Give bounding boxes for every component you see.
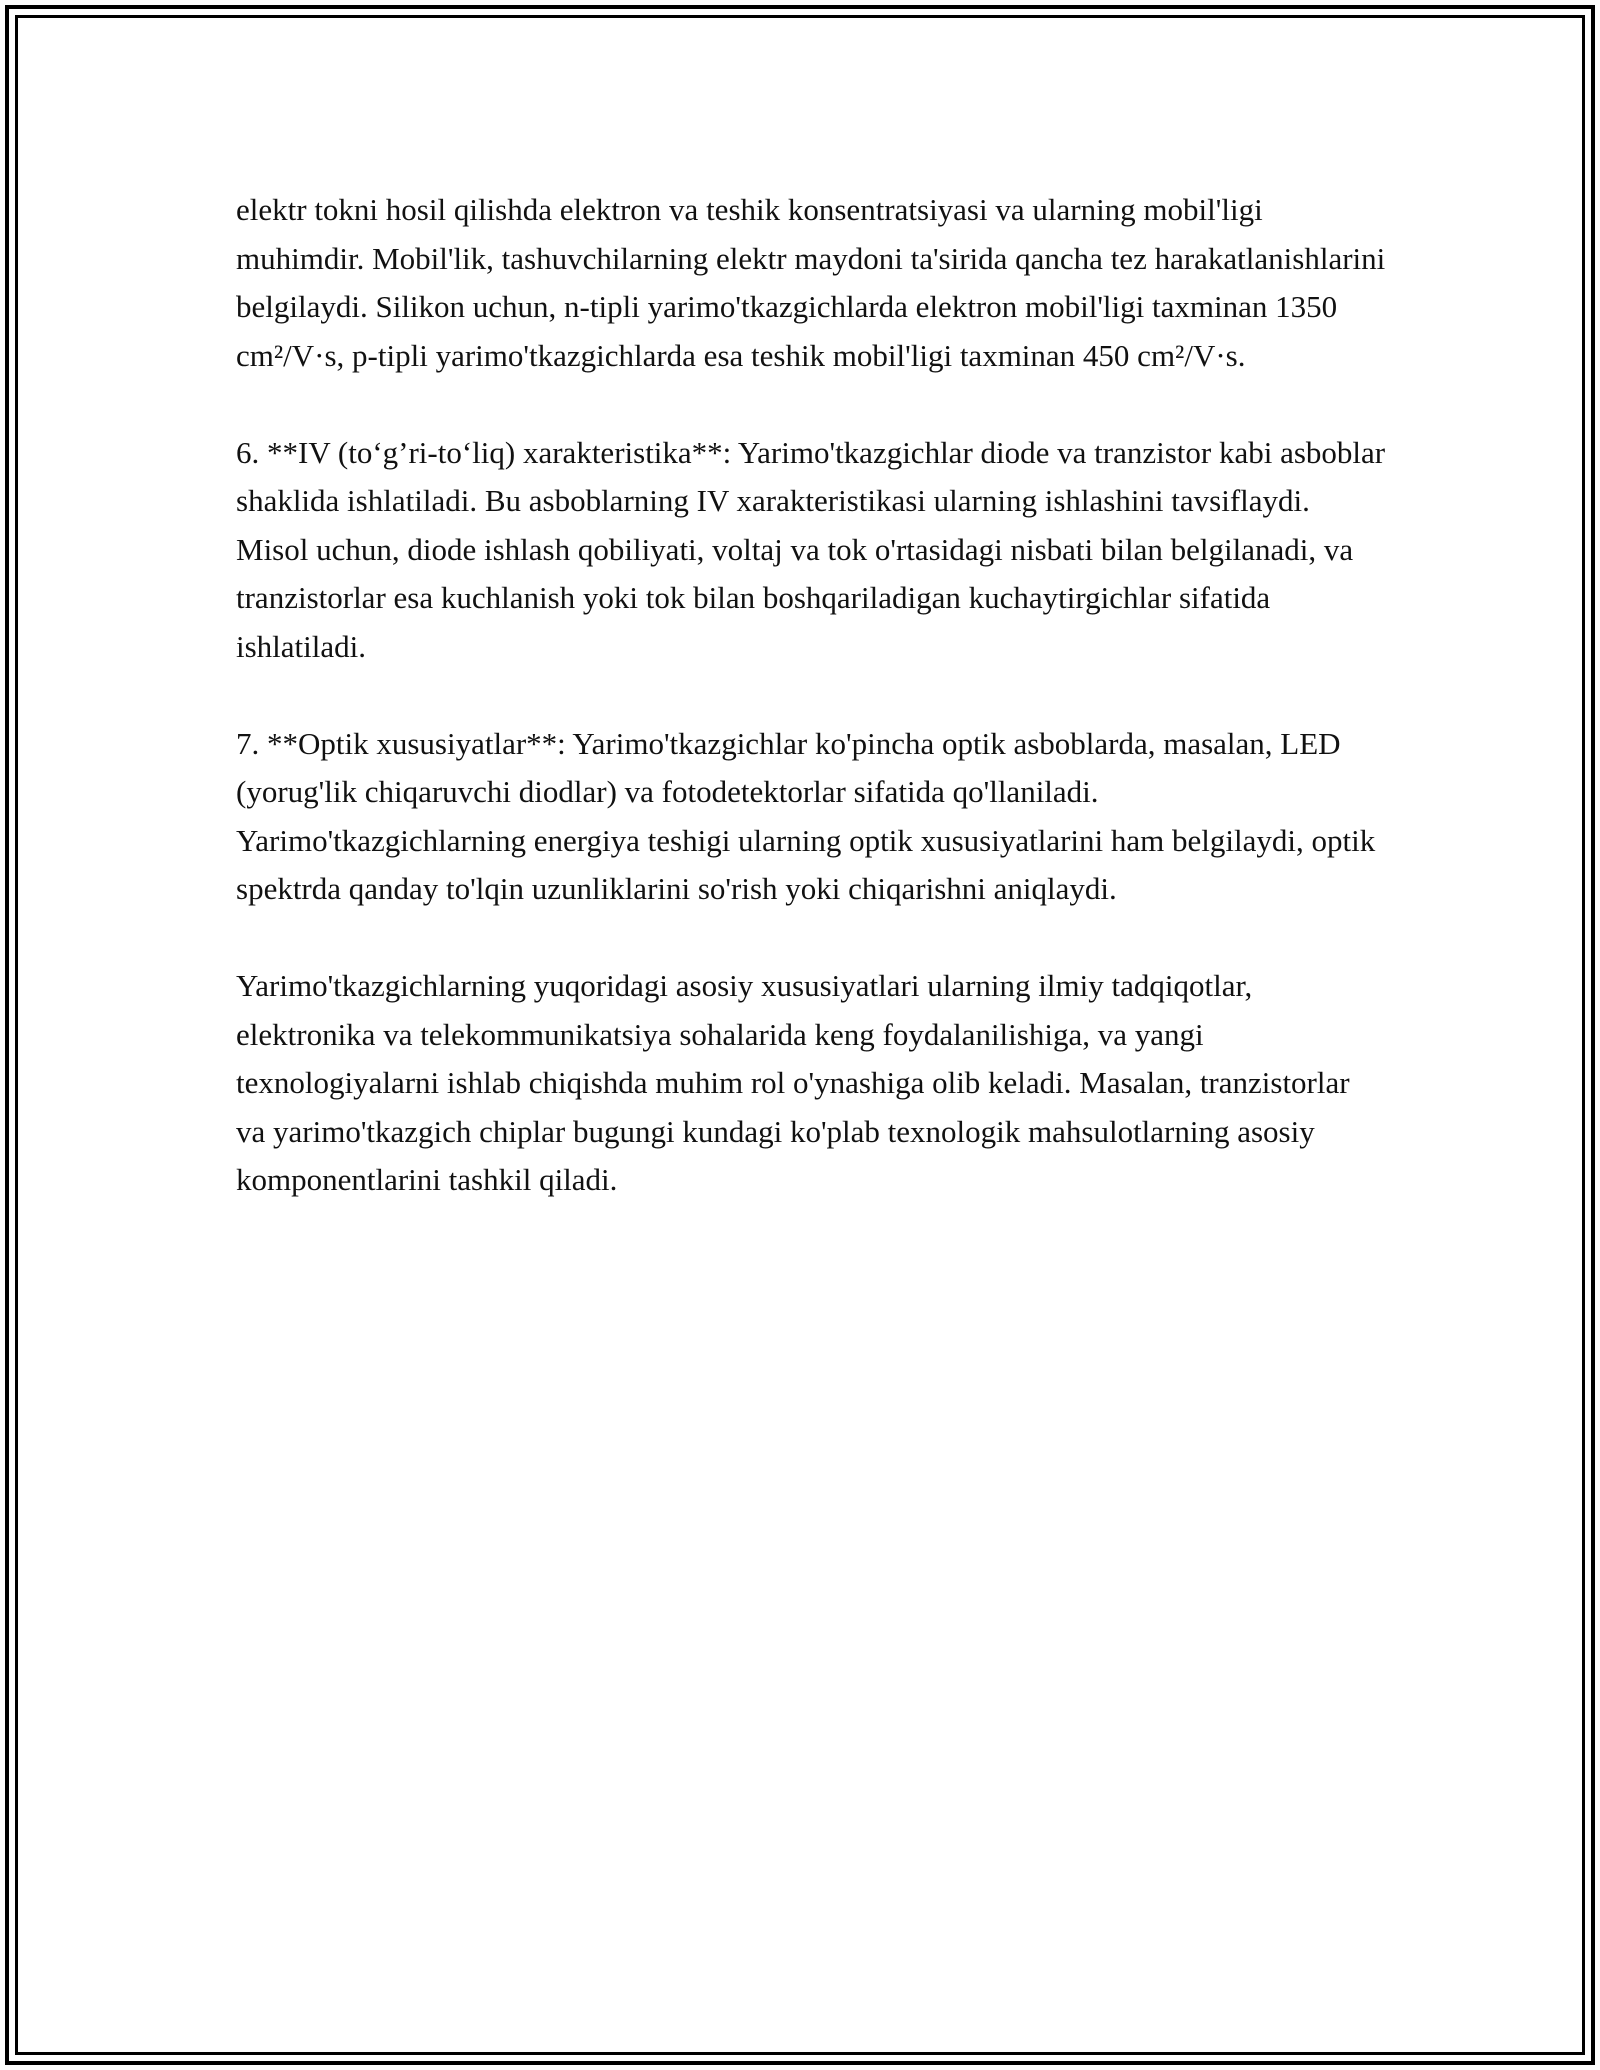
paragraph-iv-characteristic: 6. **IV (to‘g’ri-to‘liq) xarakteristika**: Yarimo'tkazgichlar diode va tranzistor kabi asboblar shaklida ishlatiladi. Bu asboblarning IV xarakteristikasi ularning ishlashini tavsiflaydi. Misol uchun, diode ishlash qobiliyati, voltaj va tok o'rtasidagi nisbati bilan belgilanadi, va tranzistorlar esa kuchlanish yoki tok bilan boshqariladigan kuchaytirgichlar sifatida ishlatiladi. bbox=[236, 434, 1386, 664]
paragraph-mobility: elektr tokni hosil qilishda elektron va teshik konsentratsiyasi va ularning mobil'ligi muhimdir. Mobil'lik, tashuvchilarning elektr maydoni ta'sirida qancha tez harakatlanishlarini belgilaydi. Silikon uchun, n-tipli yarimo'tkazgichlarda elektron mobil'ligi taxminan 1350 cm²/V·s, p-tipli yarimo'tkazgichlarda esa teshik mobil'ligi taxminan 450 cm²/V·s. bbox=[236, 192, 1386, 373]
paragraph-optical-properties: 7. **Optik xususiyatlar**: Yarimo'tkazgichlar ko'pincha optik asboblarda, masalan, LED (yorug'lik chiqaruvchi diodlar) va fotodetektorlar sifatida qo'llaniladi. Yarimo'tkazgichlarning energiya teshigi ularning optik xususiyatlarini ham belgilaydi, optik spektrda qanday to'lqin uzunliklarini so'rish yoki chiqarishni aniqlaydi. bbox=[236, 725, 1376, 906]
paragraph-conclusion: Yarimo'tkazgichlarning yuqoridagi asosiy xususiyatlari ularning ilmiy tadqiqotlar, elektronika va telekommunikatsiya sohalarida keng foydalanilishiga, va yangi texnologiyalarni ishlab chiqishda muhim rol o'ynashiga olib keladi. Masalan, tranzistorlar va yarimo'tkazgich chiplar bugungi kundagi ko'plab texnologik mahsulotlarning asosiy komponentlarini tashkil qiladi. bbox=[236, 968, 1350, 1197]
document-body bbox=[236, 186, 1386, 1253]
